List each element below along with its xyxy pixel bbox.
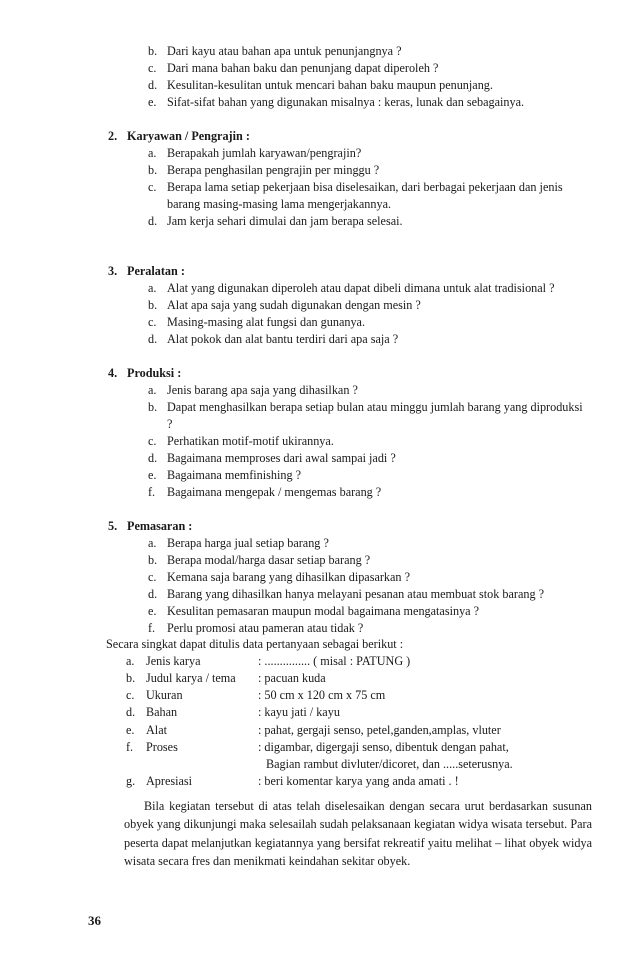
section-title: Peralatan : bbox=[127, 264, 185, 278]
list-item-label: e. bbox=[148, 468, 157, 482]
list-item: Jenis barang apa saja yang dihasilkan ? bbox=[167, 383, 358, 397]
summary-row-key: Ukuran bbox=[146, 688, 183, 702]
list-item-label: b. bbox=[148, 298, 158, 312]
list-item-label: a. bbox=[148, 383, 157, 397]
summary-row-key: Bahan bbox=[146, 705, 178, 719]
section-number: 3. bbox=[108, 264, 118, 278]
list-item-continuation: barang masing-masing lama mengerjakannya. bbox=[167, 197, 392, 211]
summary-row-value: : digambar, digergaji senso, dibentuk dengan pahat, bbox=[258, 740, 509, 754]
summary-row-value: : ............... ( misal : PATUNG ) bbox=[258, 654, 411, 668]
summary-row-key: Apresiasi bbox=[146, 774, 193, 788]
list-item-label: d. bbox=[148, 451, 158, 465]
list-item: Berapa harga jual setiap barang ? bbox=[167, 536, 329, 550]
section-number: 5. bbox=[108, 519, 118, 533]
list-item: Sifat-sifat bahan yang digunakan misalnya : keras, lunak dan sebagainya. bbox=[167, 95, 525, 109]
section-title: Produksi : bbox=[127, 366, 182, 380]
section-title: Pemasaran : bbox=[127, 519, 193, 533]
summary-row-key: Jenis karya bbox=[146, 654, 201, 668]
list-item-label: c. bbox=[148, 61, 157, 75]
list-item: Berapakah jumlah karyawan/pengrajin? bbox=[167, 146, 362, 160]
list-item-label: a. bbox=[148, 281, 157, 295]
summary-row-value: : 50 cm x 120 cm x 75 cm bbox=[258, 688, 386, 702]
list-item-label: b. bbox=[148, 44, 158, 58]
summary-row-label: g. bbox=[126, 774, 136, 788]
list-item: Dapat menghasilkan berapa setiap bulan atau minggu jumlah barang yang diproduksi bbox=[167, 400, 583, 414]
list-item-continuation: ? bbox=[167, 417, 173, 431]
list-item-label: f. bbox=[148, 485, 156, 499]
list-item: Barang yang dihasilkan hanya melayani pesanan atau membuat stok barang ? bbox=[167, 587, 545, 601]
list-item-label: d. bbox=[148, 214, 158, 228]
list-item-label: a. bbox=[148, 536, 157, 550]
list-item-label: e. bbox=[148, 604, 157, 618]
summary-row-continuation: Bagian rambut divluter/dicoret, dan .....seterusnya. bbox=[266, 757, 513, 771]
summary-row-value: : beri komentar karya yang anda amati . ! bbox=[258, 774, 459, 788]
list-item: Alat pokok dan alat bantu terdiri dari apa saja ? bbox=[167, 332, 399, 346]
summary-row-label: a. bbox=[126, 654, 135, 668]
list-item: Masing-masing alat fungsi dan gunanya. bbox=[167, 315, 366, 329]
list-item: Kemana saja barang yang dihasilkan dipasarkan ? bbox=[167, 570, 410, 584]
summary-row-value: : pahat, gergaji senso, petel,ganden,amplas, vluter bbox=[258, 723, 501, 737]
list-item-label: c. bbox=[148, 434, 157, 448]
list-item: Berapa modal/harga dasar setiap barang ? bbox=[167, 553, 371, 567]
summary-row-label: d. bbox=[126, 705, 136, 719]
list-item-label: b. bbox=[148, 163, 158, 177]
list-item: Kesulitan pemasaran maupun modal bagaimana mengatasinya ? bbox=[167, 604, 480, 618]
list-item: Alat yang digunakan diperoleh atau dapat dibeli dimana untuk alat tradisional ? bbox=[167, 281, 555, 295]
summary-row-label: c. bbox=[126, 688, 135, 702]
list-item-label: c. bbox=[148, 180, 157, 194]
list-item-label: d. bbox=[148, 332, 158, 346]
summary-row-value: : pacuan kuda bbox=[258, 671, 326, 685]
list-item: Berapa penghasilan pengrajin per minggu ? bbox=[167, 163, 380, 177]
list-item-label: e. bbox=[148, 95, 157, 109]
list-item: Dari kayu atau bahan apa untuk penunjangnya ? bbox=[167, 44, 402, 58]
list-item-label: d. bbox=[148, 78, 158, 92]
section-number: 4. bbox=[108, 366, 118, 380]
summary-row-label: b. bbox=[126, 671, 136, 685]
list-item: Perhatikan motif-motif ukirannya. bbox=[167, 434, 334, 448]
list-item-label: f. bbox=[148, 621, 156, 635]
list-item: Dari mana bahan baku dan penunjang dapat diperoleh ? bbox=[167, 61, 439, 75]
summary-row-key: Judul karya / tema bbox=[146, 671, 236, 685]
list-item: Alat apa saja yang sudah digunakan dengan mesin ? bbox=[167, 298, 421, 312]
list-item: Kesulitan-kesulitan untuk mencari bahan baku maupun penunjang. bbox=[167, 78, 493, 92]
list-item: Bagaimana memproses dari awal sampai jadi ? bbox=[167, 451, 396, 465]
list-item-label: c. bbox=[148, 570, 157, 584]
list-item-label: a. bbox=[148, 146, 157, 160]
list-item: Berapa lama setiap pekerjaan bisa diselesaikan, dari berbagai pekerjaan dan jenis bbox=[167, 180, 563, 194]
page-number: 36 bbox=[88, 913, 101, 928]
summary-row-key: Proses bbox=[146, 740, 178, 754]
summary-row-label: f. bbox=[126, 740, 134, 754]
list-item-label: c. bbox=[148, 315, 157, 329]
list-item-label: d. bbox=[148, 587, 158, 601]
summary-intro: Secara singkat dapat ditulis data pertanyaan sebagai berikut : bbox=[106, 637, 404, 651]
summary-row-value: : kayu jati / kayu bbox=[258, 705, 340, 719]
summary-row-key: Alat bbox=[146, 723, 167, 737]
list-item: Bagaimana mengepak / mengemas barang ? bbox=[167, 485, 382, 499]
section-number: 2. bbox=[108, 129, 118, 143]
list-item-label: b. bbox=[148, 553, 158, 567]
section-title: Karyawan / Pengrajin : bbox=[127, 129, 250, 143]
closing-paragraph: Bila kegiatan tersebut di atas telah diselesaikan dengan secara urut berdasarkan susunan obyek yang dikunjungi maka selesailah sudah pelaksanaan kegiatan widya wisata tersebut. Para peserta dapat melanjutkan kegiatannya yang bersifat rekreatif yaitu melihat – lihat obyek widya wisata secara fres dan menikmati keindahan sekitar obyek. bbox=[124, 799, 592, 869]
list-item: Jam kerja sehari dimulai dan jam berapa selesai. bbox=[167, 214, 403, 228]
list-item: Bagaimana memfinishing ? bbox=[167, 468, 302, 482]
summary-row-label: e. bbox=[126, 723, 135, 737]
list-item-label: b. bbox=[148, 400, 158, 414]
list-item: Perlu promosi atau pameran atau tidak ? bbox=[167, 621, 364, 635]
